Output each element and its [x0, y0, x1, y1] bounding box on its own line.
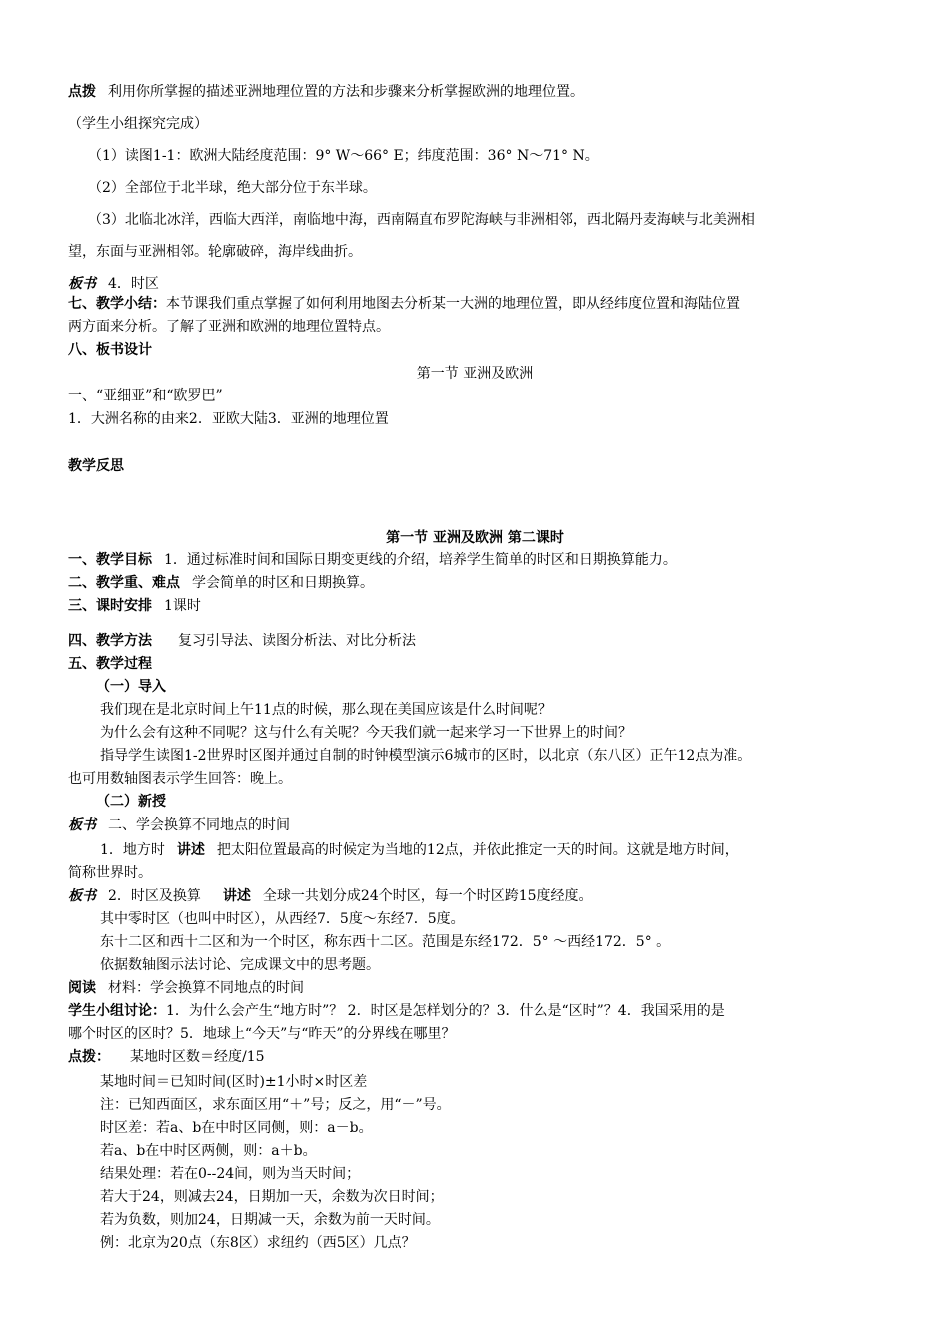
new-lesson-heading: （二）新授 — [96, 794, 166, 810]
local-time-text: 把太阳位置最高的时候定为当地的12点，并依此推定一天的时间。这就是地方时间， — [216, 842, 739, 858]
tip-line — [68, 1047, 265, 1067]
summary-line-2: 两方面来分析。了解了亚洲和欧洲的地理位置特点。 — [68, 319, 390, 335]
key-line — [68, 573, 374, 593]
goal-text: 1．通过标准时间和国际日期变更线的介绍，培养学生简单的时区和日期换算能力。 — [164, 552, 677, 568]
calc-line: 若为负数，则加24，日期减一天，余数为前一天时间。 — [100, 1212, 440, 1228]
discussion-label: 学生小组讨论： — [68, 1003, 166, 1019]
method-text: 复习引导法、读图分析法、对比分析法 — [178, 633, 416, 649]
board-note-1 — [68, 815, 290, 835]
hours-line — [68, 596, 201, 616]
tip-text: 某地时区数＝经度/15 — [130, 1049, 265, 1065]
lesson-title: 第一节 亚洲及欧洲 第二课时 — [386, 530, 564, 546]
key-label: 二、教学重、难点 — [68, 575, 180, 591]
design-line-1: 一、“亚细亚”和“欧罗巴” — [68, 388, 223, 404]
speak-label: 讲述 — [222, 888, 251, 904]
hours-text: 1课时 — [164, 598, 201, 614]
hint-label: 点拨 — [68, 84, 96, 100]
board-label: 板书 — [68, 276, 96, 292]
summary-line-1 — [68, 294, 740, 314]
intro-paragraph-2: 为什么会有这种不同呢？这与什么有关呢？今天我们就一起来学习一下世界上的时间？ — [100, 725, 632, 741]
intro-heading: （一）导入 — [96, 679, 166, 695]
hint-text: 利用你所掌握的描述亚洲地理位置的方法和步骤来分析掌握欧洲的地理位置。 — [108, 84, 584, 100]
discussion-text: 1．为什么会产生“地方时”？ 2．时区是怎样划分的？3．什么是“区时”？4．我国采用的是 — [166, 1003, 725, 1019]
board-label: 板书 — [68, 817, 96, 833]
local-time-line — [100, 840, 739, 860]
group-note: （学生小组探究完成） — [68, 116, 208, 132]
zone-paragraph-1: 其中零时区（也叫中时区），从西经7．5度～东经7．5度。 — [100, 911, 465, 927]
calc-line: 时区差：若a、b在中时区同侧，则：a－b。 — [100, 1120, 373, 1136]
method-line — [68, 631, 416, 651]
board-text: 全球一共划分成24个时区，每一个时区跨15度经度。 — [262, 888, 593, 904]
design-line-2: 1．大洲名称的由来2．亚欧大陆3．亚洲的地理位置 — [68, 411, 389, 427]
summary-text: 本节课我们重点掌握了如何利用地图去分析某一大洲的地理位置，即从经纬度位置和海陆位置 — [166, 296, 740, 312]
hours-label: 三、课时安排 — [68, 598, 152, 614]
europe-item-3-line1: （3）北临北冰洋，西临大西洋，南临地中海，西南隔直布罗陀海峡与非洲相邻，西北隔丹麦海峡与北美洲相 — [88, 212, 755, 228]
europe-item-3-line2: 望，东面与亚洲相邻。轮廓破碎，海岸线曲折。 — [68, 244, 362, 260]
local-time-line-2: 简称世界时。 — [68, 865, 152, 881]
key-text: 学会简单的时区和日期换算。 — [192, 575, 374, 591]
calc-line: 注：已知西面区，求东面区用“＋”号；反之，用“－”号。 — [100, 1097, 451, 1113]
board-text: 4．时区 — [108, 276, 159, 292]
board-label: 板书 — [68, 888, 96, 904]
local-time-prefix: 1．地方时 — [100, 842, 165, 858]
discussion-line-2: 哪个时区的区时？5．地球上“今天”与“昨天”的分界线在哪里？ — [68, 1026, 456, 1042]
board-note-2 — [68, 886, 593, 906]
intro-paragraph-1: 我们现在是北京时间上午11点的时候，那么现在美国应该是什么时间呢？ — [100, 702, 552, 718]
europe-item-1: （1）读图1-1：欧洲大陆经度范围：9° W～66° E；纬度范围：36° N～71° N。 — [88, 148, 599, 164]
calc-line: 若大于24，则减去24，日期加一天，余数为次日时间； — [100, 1189, 444, 1205]
board-note-timezone — [68, 274, 159, 294]
hint-paragraph — [68, 82, 584, 102]
calc-example: 例：北京为20点（东8区）求纽约（西5区）几点？ — [100, 1235, 416, 1251]
goal-label: 一、教学目标 — [68, 552, 152, 568]
process-heading: 五、教学过程 — [68, 656, 152, 672]
europe-item-2: （2）全部位于北半球，绝大部分位于东半球。 — [88, 180, 377, 196]
goal-line — [68, 550, 677, 570]
reading-text: 材料：学会换算不同地点的时间 — [108, 980, 304, 996]
intro-paragraph-3-line2: 也可用数轴图表示学生回答：晚上。 — [68, 771, 292, 787]
calc-line: 结果处理：若在0--24间，则为当天时间； — [100, 1166, 361, 1182]
summary-label: 七、教学小结： — [68, 296, 166, 312]
calc-line: 若a、b在中时区两侧，则：a＋b。 — [100, 1143, 317, 1159]
board-text: 二、学会换算不同地点的时间 — [108, 817, 290, 833]
reading-line — [68, 978, 304, 998]
board-prefix: 2．时区及换算 — [108, 888, 201, 904]
tip-label: 点拨： — [68, 1049, 110, 1065]
design-heading: 八、板书设计 — [68, 342, 152, 358]
zone-paragraph-3: 依据数轴图示法讨论、完成课文中的思考题。 — [100, 957, 380, 973]
discussion-line-1 — [68, 1001, 725, 1021]
design-title: 第一节 亚洲及欧洲 — [416, 366, 534, 382]
reflection-heading: 教学反思 — [68, 458, 124, 474]
calc-line: 某地时间＝已知时间(区时)±1小时×时区差 — [100, 1074, 368, 1090]
speak-label: 讲述 — [176, 842, 205, 858]
method-label: 四、教学方法 — [68, 633, 152, 649]
intro-paragraph-3-line1: 指导学生读图1-2世界时区图并通过自制的时钟模型演示6城市的区时，以北京（东八区）正午12点为准。 — [100, 748, 752, 764]
zone-paragraph-2: 东十二区和西十二区和为一个时区，称东西十二区。范围是东经172．5° ～西经172．5° 。 — [100, 934, 671, 950]
reading-label: 阅读 — [68, 980, 96, 996]
